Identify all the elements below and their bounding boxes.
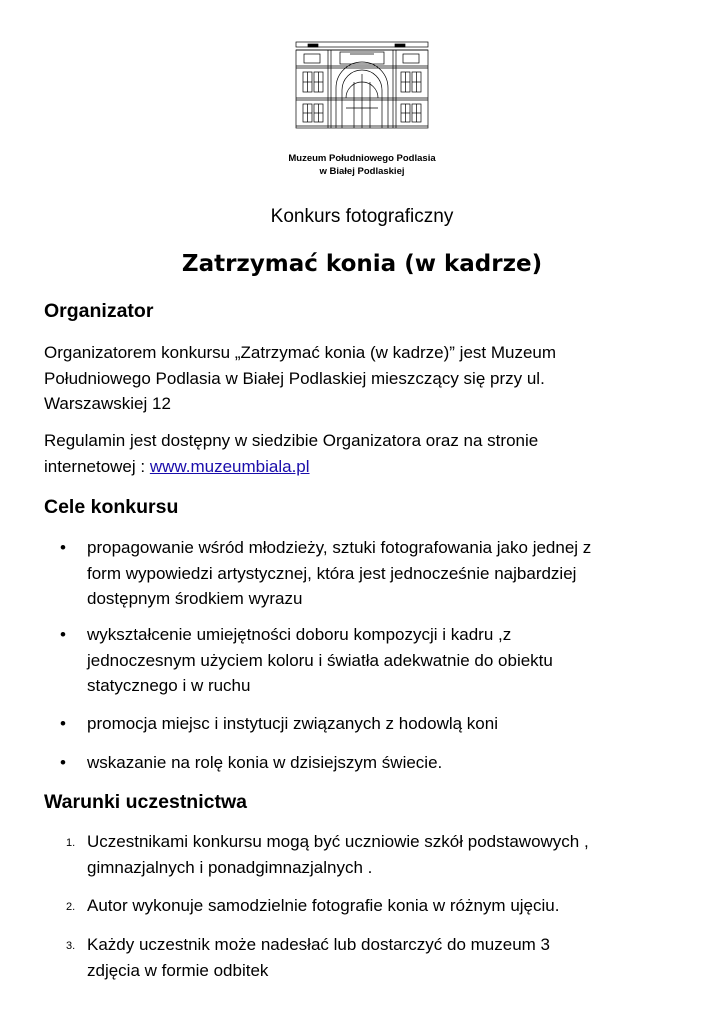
list-item-line: wskazanie na rolę konia w dzisiejszym świecie. — [87, 753, 443, 772]
paragraph-line: Regulamin jest dostępny w siedzibie Organizatora oraz na stronie — [44, 431, 539, 450]
list-item-line: gimnazjalnych i ponadgimnazjalnych . — [87, 857, 373, 877]
list-item-line: zdjęcia w formie odbitek — [87, 960, 269, 980]
museum-website-link[interactable]: www.muzeumbiala.pl — [149, 456, 310, 476]
list-number: 2. — [66, 901, 76, 913]
paragraph-line: Organizatorem konkursu „Zatrzymać konia (w kadrze)” jest Muzeum — [44, 343, 557, 362]
bullet-marker: • — [60, 753, 66, 772]
section-heading-warunki: Warunki uczestnictwa — [44, 791, 247, 813]
paragraph-line: Południowego Podlasia w Białej Podlaskiej mieszczący się przy ul. — [44, 368, 545, 388]
bullet-marker: • — [60, 538, 66, 557]
regulamin-paragraph — [44, 428, 694, 479]
list-number: 1. — [66, 837, 76, 849]
organizator-paragraph — [44, 340, 694, 417]
museum-name-line1: Muzeum Południowego Podlasia — [288, 153, 436, 164]
paragraph-line: Warszawskiej 12 — [44, 394, 171, 413]
contest-type: Konkurs fotograficzny — [270, 206, 454, 227]
contest-title: Zatrzymać konia (w kadrze) — [181, 251, 543, 277]
list-item-line: Autor wykonuje samodzielnie fotografie konia w różnym ujęciu. — [87, 896, 560, 915]
list-item-line: Uczestnikami konkursu mogą być uczniowie szkół podstawowych , — [87, 832, 589, 851]
list-item-line: form wypowiedzi artystycznej, która jest jednocześnie najbardziej — [87, 563, 577, 583]
list-number: 3. — [66, 940, 76, 952]
list-item-line: dostępnym środkiem wyrazu — [87, 589, 303, 608]
list-item-line: jednoczesnym użyciem koloru i światła adekwatnie do obiektu — [87, 650, 553, 670]
paragraph-text: internetowej : — [44, 456, 150, 476]
section-heading-organizator: Organizator — [44, 300, 154, 322]
bullet-marker: • — [60, 714, 66, 733]
paragraph-line — [44, 454, 694, 480]
museum-name-line2: w Białej Podlaskiej — [319, 166, 405, 177]
list-item-line: Każdy uczestnik może nadesłać lub dostarczyć do muzeum 3 — [87, 935, 551, 954]
museum-logo — [290, 40, 434, 130]
list-item-line: wykształcenie umiejętności doboru kompozycji i kadru ,z — [87, 625, 512, 644]
list-item-line: statycznego i w ruchu — [87, 676, 251, 695]
list-item-line: propagowanie wśród młodzieży, sztuki fotografowania jako jednej z — [87, 538, 592, 557]
bullet-marker: • — [60, 625, 66, 644]
list-item-line: promocja miejsc i instytucji związanych z hodowlą koni — [87, 714, 498, 733]
section-heading-cele: Cele konkursu — [44, 496, 179, 518]
